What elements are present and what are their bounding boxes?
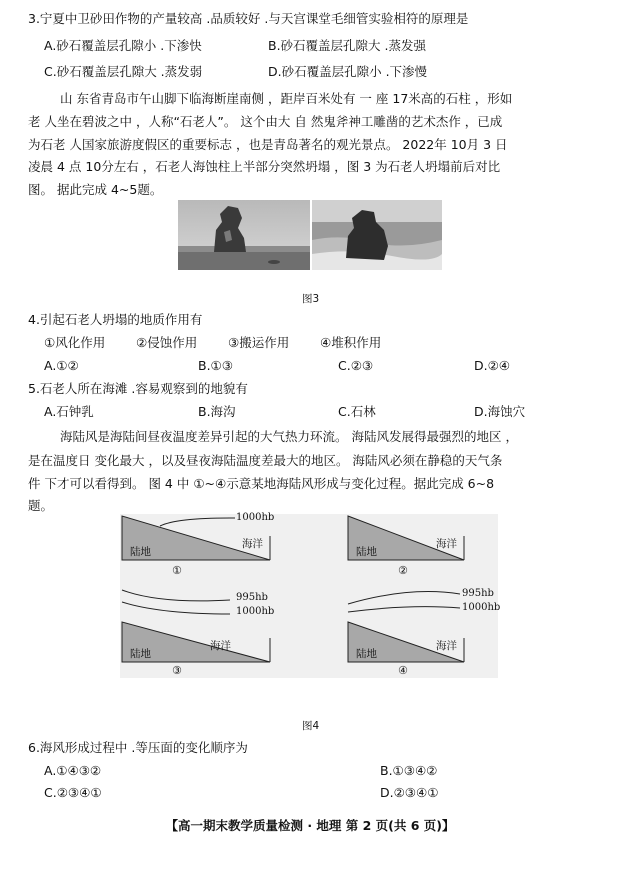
land-label-3: 陆地: [130, 648, 151, 660]
q6-option-b: B.①③④②: [380, 763, 438, 778]
q3-option-a: A.砂石覆盖层孔隙小 .下渗快: [44, 38, 202, 53]
q4-option-a: A.①②: [44, 358, 79, 373]
q6-stem: 6.海风形成过程中 .等压面的变化顺序为: [28, 740, 248, 755]
q4-option-c: C.②③: [338, 358, 374, 373]
isobar-1000-label-1: 1000hb: [236, 512, 275, 523]
isobar-995-label-4: 995hb: [462, 588, 494, 599]
page-footer: 【高一期末教学质量检测 · 地理 第 2 页(共 6 页)】: [165, 818, 455, 833]
sea-land-breeze-diagram: [120, 512, 501, 678]
sea-label-2: 海洋: [436, 538, 457, 550]
q5-option-d: D.海蚀穴: [474, 404, 526, 419]
passage2-line-3: 件 下才可以看得到。 图 4 中 ①~④示意某地海陆风形成与变化过程。据此完成 6~8: [28, 476, 495, 491]
isobar-1000-label-4: 1000hb: [462, 602, 501, 613]
q4-item-2: ②侵蚀作用: [136, 335, 198, 350]
fig3-caption: 图3: [302, 293, 320, 305]
q5-option-c: C.石林: [338, 404, 376, 419]
q4-option-b: B.①③: [198, 358, 233, 373]
shilaoren-before-photo: [178, 200, 310, 270]
q4-item-4: ④堆积作用: [320, 335, 382, 350]
passage1-line-3: 为石老 人国家旅游度假区的重要标志 ，也是青岛著名的观光景点。 2022年 10月 3 日: [28, 137, 508, 152]
q3-option-d: D.砂石覆盖层孔隙小 .下渗慢: [268, 64, 428, 79]
panel-label-4: ④: [398, 664, 408, 677]
panel-label-1: ①: [172, 564, 182, 577]
q4-stem: 4.引起石老人坍塌的地质作用有: [28, 312, 203, 327]
q3-option-b: B.砂石覆盖层孔隙大 .蒸发强: [268, 38, 426, 53]
q3-stem: 3.宁夏中卫砂田作物的产量较高 .品质较好 .与天宫课堂毛细管实验相符的原理是: [28, 11, 469, 26]
isobar-1000-label-3: 1000hb: [236, 606, 275, 617]
passage2-line-2: 是在温度日 变化最大 ，以及昼夜海陆温度差最大的地区。 海陆风必须在静稳的天气条: [28, 453, 503, 468]
passage2-line-4: 题。: [28, 498, 54, 513]
sea-label-1: 海洋: [242, 538, 263, 550]
fig4-caption: 图4: [302, 720, 320, 732]
land-label-1: 陆地: [130, 546, 151, 558]
q6-option-a: A.①④③②: [44, 763, 102, 778]
passage2-line-1: 海陆风是海陆间昼夜温度差异引起的大气热力环流。 海陆风发展得最强烈的地区 ，: [60, 429, 518, 444]
passage1-line-1: 山 东省青岛市午山脚下临海断崖南侧 ，距岸百米处有 一 座 17米高的石柱 ，形如: [60, 91, 513, 106]
q4-item-1: ①风化作用: [44, 335, 106, 350]
q6-option-c: C.②③④①: [44, 785, 102, 800]
panel-label-2: ②: [398, 564, 408, 577]
shilaoren-after-photo: [312, 200, 442, 270]
q4-item-3: ③搬运作用: [228, 335, 290, 350]
sea-label-3: 海洋: [210, 640, 231, 652]
passage1-line-5: 图。 据此完成 4~5题。: [28, 182, 163, 197]
q5-stem: 5.石老人所在海滩 .容易观察到的地貌有: [28, 381, 248, 396]
q4-option-d: D.②④: [474, 358, 511, 373]
passage1-line-2: 老 人坐在碧波之中 ，人称“石老人”。 这个由大 自 然鬼斧神工雕凿的艺术杰作 ，已成: [28, 114, 503, 129]
q3-option-c: C.砂石覆盖层孔隙大 .蒸发弱: [44, 64, 203, 79]
land-label-4: 陆地: [356, 648, 377, 660]
land-label-2: 陆地: [356, 546, 377, 558]
sea-label-4: 海洋: [436, 640, 457, 652]
panel-label-3: ③: [172, 664, 182, 677]
q6-option-d: D.②③④①: [380, 785, 439, 800]
q5-option-a: A.石钟乳: [44, 404, 94, 419]
q5-option-b: B.海沟: [198, 404, 236, 419]
passage1-line-4: 凌晨 4 点 10分左右 ，石老人海蚀柱上半部分突然坍塌 ，图 3 为石老人坍塌前后对比: [28, 159, 501, 174]
isobar-995-label-3: 995hb: [236, 592, 268, 603]
